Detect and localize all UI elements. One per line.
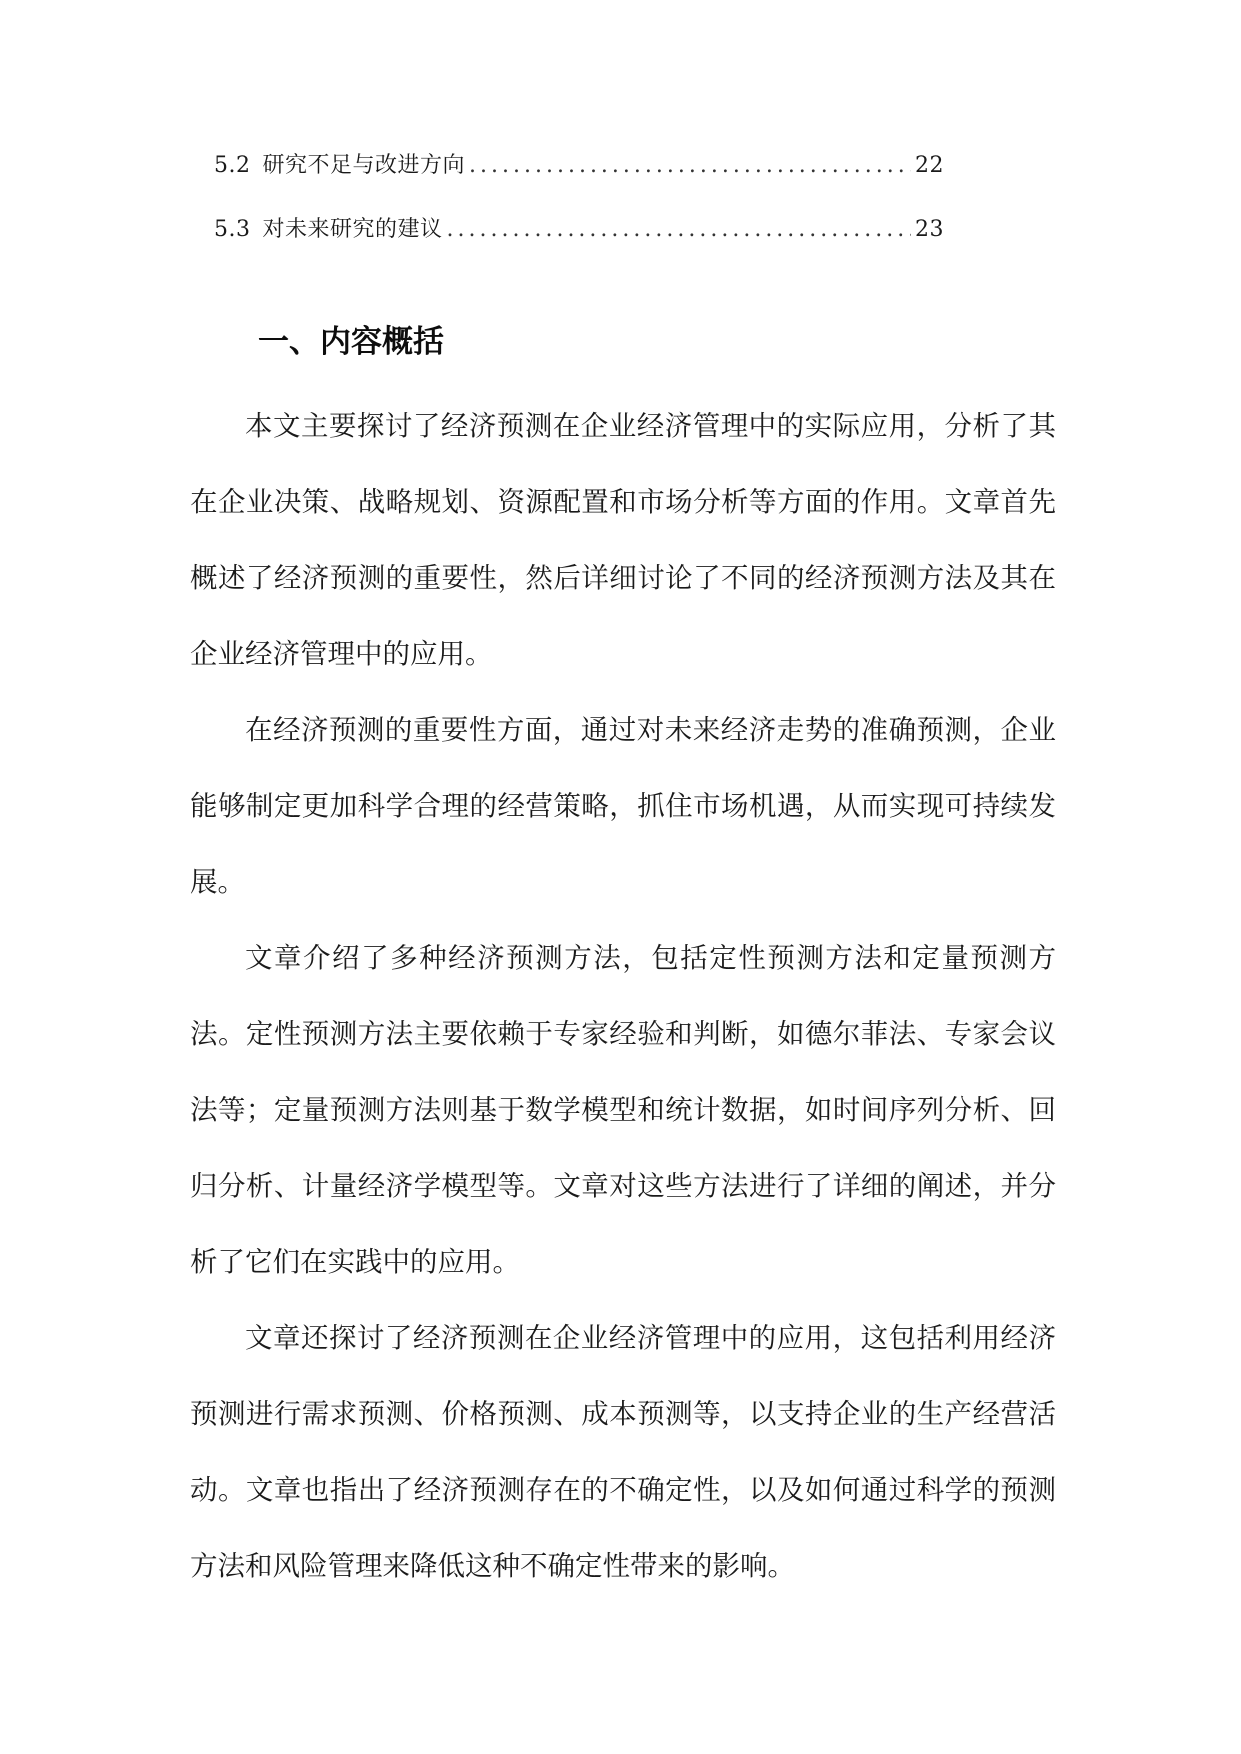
body-paragraph: 在经济预测的重要性方面，通过对未来经济走势的准确预测，企业能够制定更加科学合理的经营策略，抓住市场机遇，从而实现可持续发展。 bbox=[190, 714, 1056, 898]
body-paragraph: 本文主要探讨了经济预测在企业经济管理中的实际应用，分析了其在企业决策、战略规划、资源配置和市场分析等方面的作用。文章首先概述了经济预测的重要性，然后详细讨论了不同的经济预测方法及其在企业经济管理中的应用。 bbox=[190, 410, 1056, 670]
toc-leader-dots bbox=[447, 217, 911, 242]
body-paragraph: 文章还探讨了经济预测在企业经济管理中的应用，这包括利用经济预测进行需求预测、价格预测、成本预测等，以支持企业的生产经营活动。文章也指出了经济预测存在的不确定性，以及如何通过科学的预测方法和风险管理来降低这种不确定性带来的影响。 bbox=[190, 1322, 1056, 1582]
toc-entry[interactable] bbox=[214, 212, 944, 276]
toc-entry-title: 研究不足与改进方向 bbox=[262, 153, 466, 178]
section-heading: 一、内容概括 bbox=[258, 324, 444, 360]
toc-entry-page: 23 bbox=[915, 217, 944, 242]
toc-entry[interactable] bbox=[214, 148, 944, 212]
section-body bbox=[190, 388, 1056, 1604]
toc-entry-number: 5.2 bbox=[214, 153, 251, 178]
toc-leader-dots bbox=[469, 153, 911, 178]
table-of-contents bbox=[214, 148, 944, 276]
toc-entry-page: 22 bbox=[915, 153, 944, 178]
body-paragraph: 文章介绍了多种经济预测方法，包括定性预测方法和定量预测方法。定性预测方法主要依赖于专家经验和判断，如德尔菲法、专家会议法等；定量预测方法则基于数学模型和统计数据，如时间序列分析、回归分析、计量经济学模型等。文章对这些方法进行了详细的阐述，并分析了它们在实践中的应用。 bbox=[190, 942, 1056, 1278]
toc-entry-number: 5.3 bbox=[214, 217, 251, 242]
toc-entry-title: 对未来研究的建议 bbox=[262, 217, 443, 242]
